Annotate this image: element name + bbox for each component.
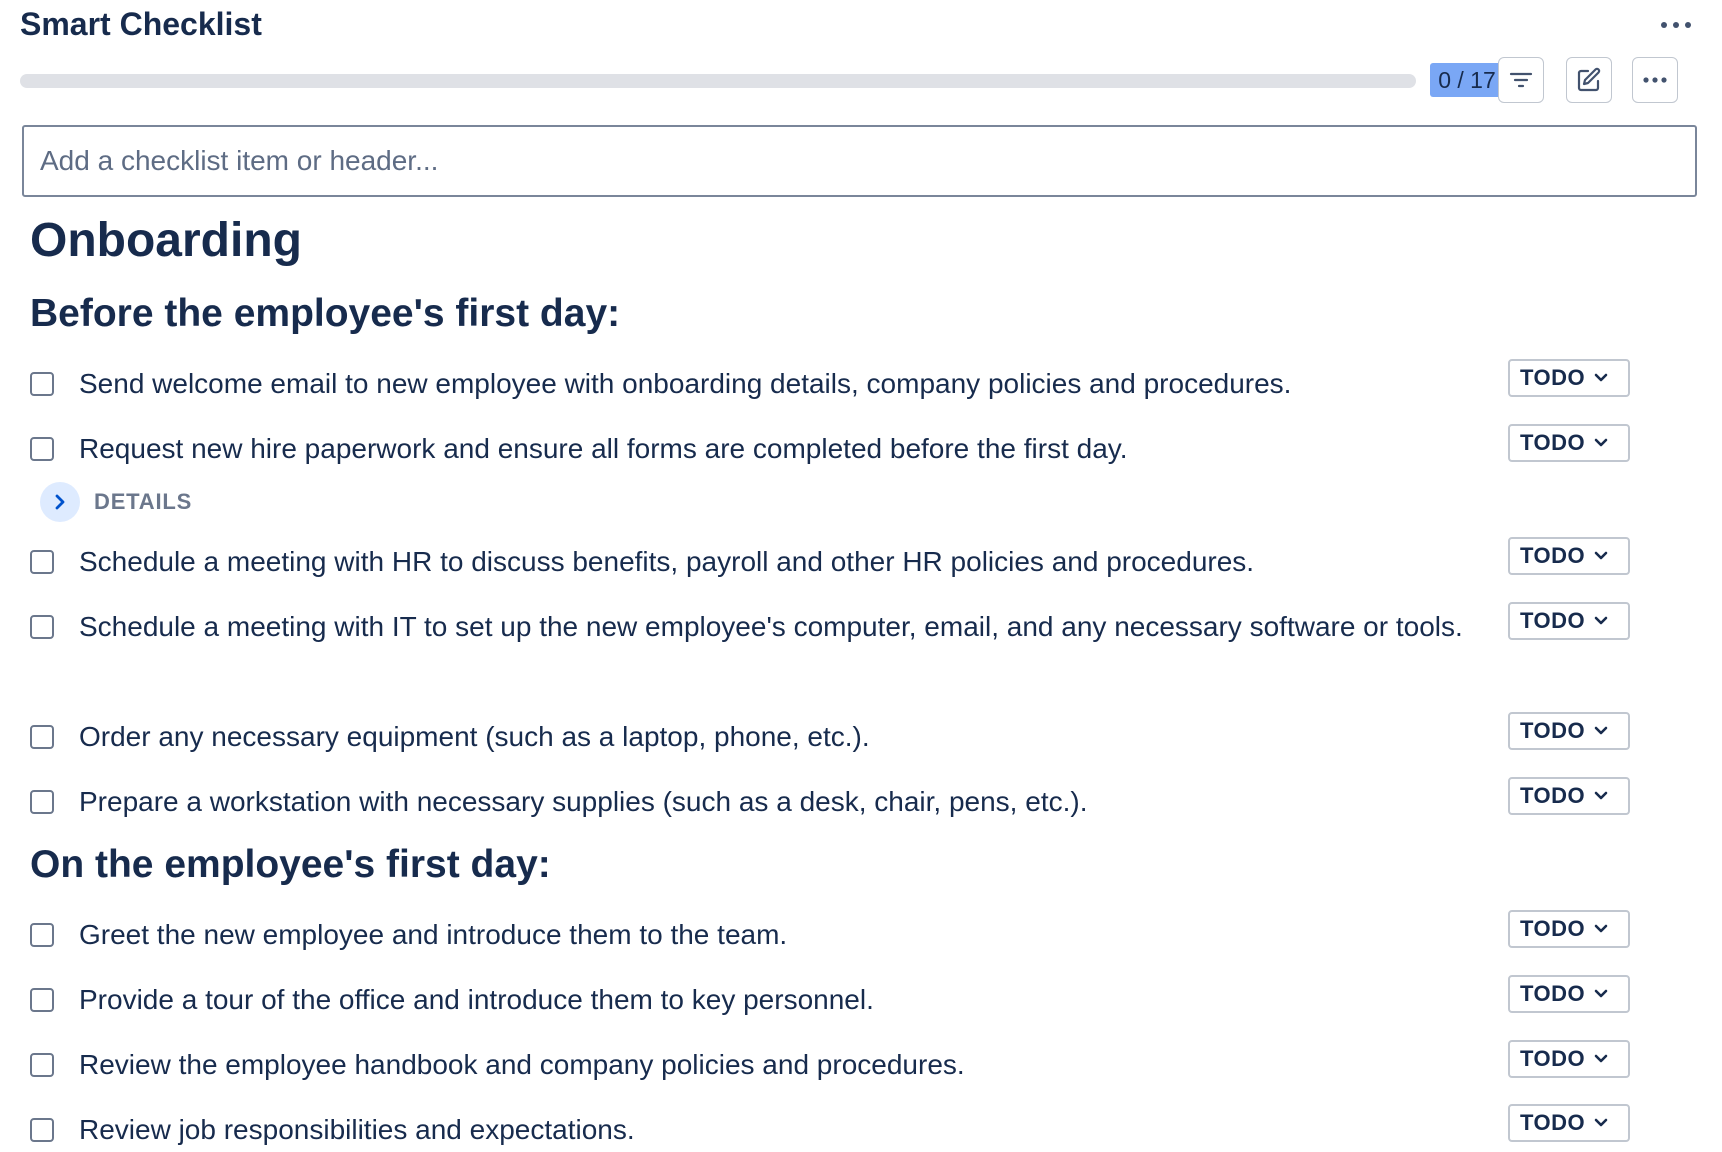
item-checkbox[interactable] [30,725,54,749]
status-label: TODO [1520,916,1586,941]
status-dropdown[interactable] [1508,1040,1630,1078]
filter-button[interactable] [1498,57,1544,103]
item-text: Request new hire paperwork and ensure all forms are completed before the first day. [79,433,1128,464]
details-toggle[interactable] [40,482,192,522]
status-label: TODO [1520,783,1586,808]
chevron-right-icon [53,493,67,511]
status-dropdown[interactable] [1508,975,1630,1013]
item-checkbox[interactable] [30,790,54,814]
panel-more-button[interactable] [1654,8,1698,42]
edit-icon [1575,66,1603,94]
item-text: Provide a tour of the office and introduce them to key personnel. [79,984,874,1015]
item-text: Greet the new employee and introduce them to the team. [79,919,788,950]
chevron-down-icon [1593,437,1609,449]
status-dropdown[interactable] [1508,777,1630,815]
status-dropdown[interactable] [1508,1104,1630,1142]
details-label: DETAILS [94,489,193,514]
status-dropdown[interactable] [1508,712,1630,750]
progress-count-badge: 0 / 17 [1430,63,1504,97]
status-label: TODO [1520,543,1586,568]
status-label: TODO [1520,1046,1586,1071]
status-dropdown[interactable] [1508,910,1630,948]
chevron-down-icon [1593,1053,1609,1065]
section-header: On the employee's first day: [30,843,551,886]
item-text: Send welcome email to new employee with onboarding details, company policies and procedures. [79,368,1292,399]
item-checkbox[interactable] [30,372,54,396]
more-icon [1642,76,1668,84]
chevron-down-icon [1593,550,1609,562]
item-text: Schedule a meeting with HR to discuss benefits, payroll and other HR policies and procedures. [79,546,1255,577]
progress-bar [20,74,1416,88]
item-text: Schedule a meeting with IT to set up the new employee's computer, email, and any necessary software or tools. [79,611,1463,642]
item-checkbox[interactable] [30,1118,54,1142]
status-dropdown[interactable] [1508,602,1630,640]
chevron-down-icon [1593,790,1609,802]
item-checkbox[interactable] [30,988,54,1012]
status-label: TODO [1520,430,1586,455]
item-checkbox[interactable] [30,923,54,947]
status-dropdown[interactable] [1508,537,1630,575]
item-text: Prepare a workstation with necessary supplies (such as a desk, chair, pens, etc.). [79,786,1088,817]
status-dropdown[interactable] [1508,424,1630,462]
panel-title: Smart Checklist [20,6,262,42]
edit-button[interactable] [1566,57,1612,103]
status-label: TODO [1520,981,1586,1006]
status-label: TODO [1520,718,1586,743]
item-text: Review the employee handbook and company policies and procedures. [79,1049,965,1080]
chevron-down-icon [1593,372,1609,384]
item-checkbox[interactable] [30,437,54,461]
filter-icon [1509,70,1533,90]
add-item-input[interactable] [22,125,1697,197]
more-icon [1659,20,1693,30]
status-dropdown[interactable] [1508,359,1630,397]
status-label: TODO [1520,608,1586,633]
status-label: TODO [1520,365,1586,390]
item-text: Review job responsibilities and expectations. [79,1114,635,1145]
chevron-down-icon [1593,615,1609,627]
chevron-down-icon [1593,725,1609,737]
details-circle [40,482,80,522]
checklist-title: Onboarding [30,214,302,267]
section-header: Before the employee's first day: [30,292,621,335]
item-text: Order any necessary equipment (such as a laptop, phone, etc.). [79,721,870,752]
item-checkbox[interactable] [30,1053,54,1077]
chevron-down-icon [1593,923,1609,935]
more-options-button[interactable] [1632,57,1678,103]
chevron-down-icon [1593,1117,1609,1129]
chevron-down-icon [1593,988,1609,1000]
item-checkbox[interactable] [30,615,54,639]
status-label: TODO [1520,1110,1586,1135]
item-checkbox[interactable] [30,550,54,574]
